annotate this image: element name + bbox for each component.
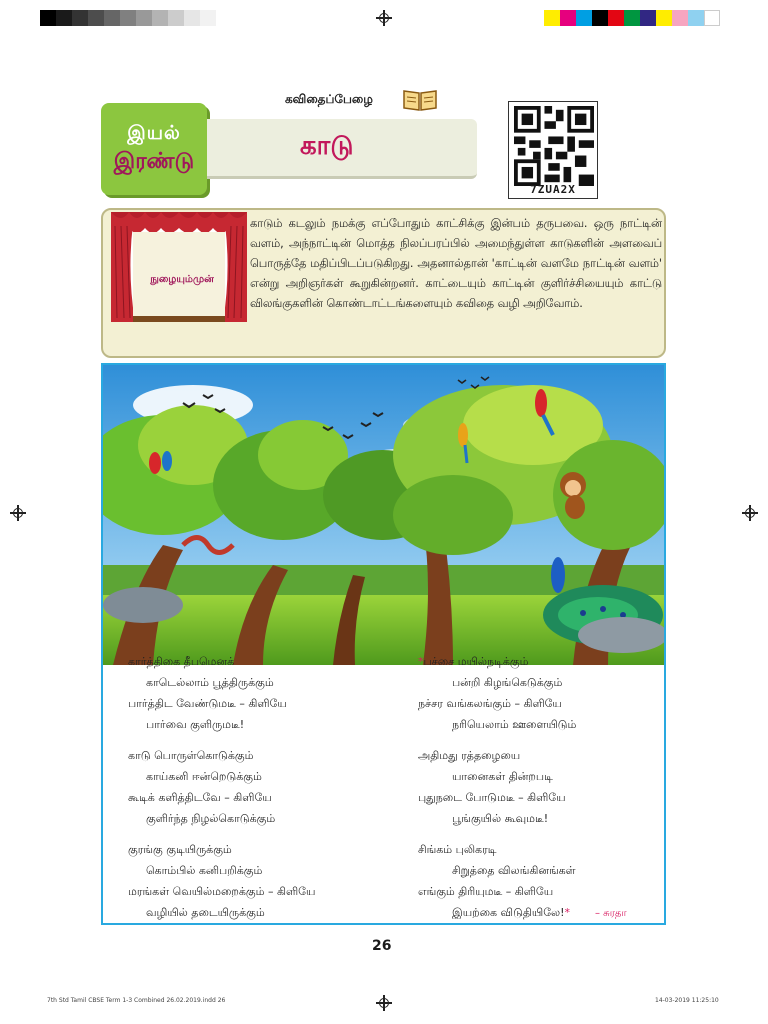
poem-line-right-0-1: பன்றி கிழங்கெடுக்கும்	[452, 676, 563, 689]
qr-code[interactable]	[508, 101, 598, 199]
registration-mark-left	[10, 505, 26, 521]
poem-line-left-1-3: குளிர்ந்த நிழல்கொடுக்கும்	[146, 812, 276, 825]
footer-filename: 7th Std Tamil CBSE Term 1-3 Combined 26.02.2019.indd 26	[47, 997, 226, 1004]
poem-line-right-0-0: *பச்சை மயில்நடிக்கும்	[418, 655, 529, 668]
poem-asterisk-start: *	[418, 655, 424, 668]
poem-asterisk-end: *	[564, 906, 571, 919]
intro-text-block	[104, 214, 662, 334]
poem-line-right-1-1: யானைகள் தின்றபடி	[452, 770, 553, 783]
poem-line-right-1-3: பூங்குயில் கூவுமடீ!	[452, 812, 549, 825]
intro-paragraph: காடும் கடலும் நமக்கு எப்போதும் காட்சிக்கு இன்பம் தருபவை. ஒரு நாட்டின் வளம், அந்நாட்டின் மொத்த நிலப்பரப்பில் அமைந்துள்ள காடுகளின் அளவைப் பொருத்தே மதிப்பிடப்படுகிறது. அதனால்தான் 'காட்டின் வளமே நாட்டின் வளம்' என்று அறிஞர்கள் கூறுகின்றனர். காட்டையும் காட்டின் குளிர்ச்சியையும் காட்டு விலங்குகளின் கொண்டாட்டங்களையும் கவிதை வழி அறிவோம்.	[250, 217, 662, 310]
poem-line-left-2-0: குரங்கு குடியிருக்கும்	[128, 843, 232, 856]
genre-label: கவிதைப்பேழை	[285, 92, 373, 106]
poem-line-right-2-3: இயற்கை விடுதியிலே!*	[452, 906, 571, 919]
calibration-strip-colour	[544, 10, 720, 26]
poem-line-left-0-1: காடெல்லாம் பூத்திருக்கும்	[146, 676, 274, 689]
poem-line-right-0-3: நரியெலாம் ஊளையிடும்	[452, 718, 577, 731]
poem-line-right-2-2: எங்கும் திரியுமடீ – கிளியே	[418, 885, 554, 898]
poem-line-left-1-0: காடு பொருள்கொடுக்கும்	[128, 749, 254, 762]
qr-code-icon	[513, 106, 595, 186]
poem-line-right-1-2: புதுநடை போடுமடீ – கிளியே	[418, 791, 566, 804]
poem-line-right-0-2: நச்சர வங்கலங்கும் – கிளியே	[418, 697, 562, 710]
page-title: காடு	[300, 131, 354, 161]
intro-label: நுழையும்முன்	[150, 274, 214, 285]
registration-mark-bottom	[376, 995, 392, 1011]
poem-line-right-2-1: சிறுத்தை விலங்கினங்கள்	[452, 864, 576, 877]
registration-mark-right	[742, 505, 758, 521]
poem-line-left-2-3: வழியில் தடையிருக்கும்	[146, 906, 265, 919]
forest-scene-art	[103, 365, 664, 923]
poem-line-left-0-2: பார்த்திட வேண்டுமடீ – கிளியே	[128, 697, 287, 710]
poem-line-left-0-0: கார்த்திகை தீபமெனக்	[128, 655, 235, 668]
unit-label: இயல்	[127, 121, 181, 144]
poem-line-right-2-0: சிங்கம் புலிகரடி	[418, 843, 497, 856]
poem-line-left-0-3: பார்வை குளிருமடீ!	[146, 718, 245, 731]
registration-mark-top	[376, 10, 392, 26]
footer-timestamp: 14-03-2019 11:25:10	[655, 997, 719, 1004]
poem-line-left-1-2: கூடிக் களித்திடவே – கிளியே	[128, 791, 272, 804]
poem-line-left-2-2: மரங்கள் வெயில்மறைக்கும் – கிளியே	[128, 885, 316, 898]
forest-illustration	[101, 363, 666, 925]
unit-number: இரண்டு	[113, 148, 195, 174]
unit-tab	[101, 103, 207, 195]
poet-name: – சுரதா	[595, 908, 627, 919]
calibration-strip-grey	[40, 10, 216, 26]
qr-code-text: 7ZUA2X	[530, 183, 576, 196]
poem-line-left-1-1: காய்கனி ஈன்றெடுக்கும்	[146, 770, 262, 783]
poem-line-left-2-1: கொம்பில் கனிபறிக்கும்	[146, 864, 263, 877]
open-book-icon	[402, 88, 438, 112]
page-number: 26	[372, 938, 392, 954]
poem-line-right-1-0: அதிமது ரத்தழையை	[418, 749, 521, 762]
